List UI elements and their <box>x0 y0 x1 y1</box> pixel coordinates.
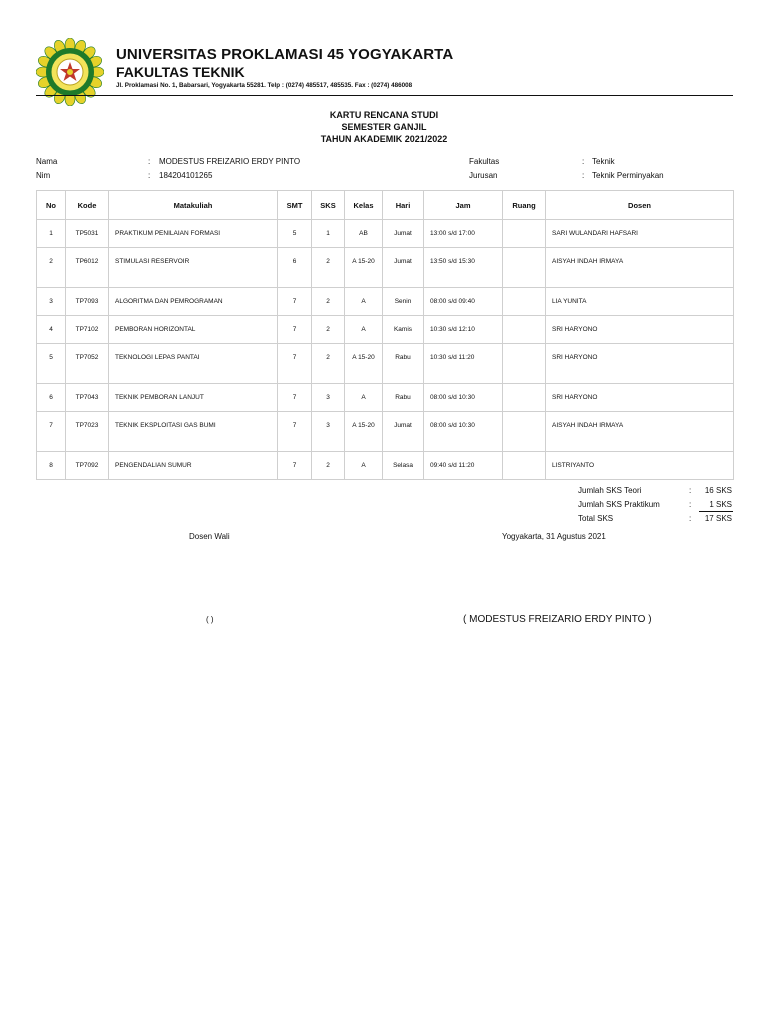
cell-hari: Selasa <box>383 452 424 480</box>
advisor-title: Dosen Wali <box>189 532 230 541</box>
table-row <box>37 248 734 288</box>
cell-hari: Kamis <box>383 316 424 344</box>
cell-jam: 10:30 s/d 12:10 <box>424 316 503 344</box>
header-divider <box>36 95 733 96</box>
cell-ruang <box>503 384 546 412</box>
cell-hari: Rabu <box>383 344 424 384</box>
cell-kelas: A 15-20 <box>345 344 383 384</box>
cell-smt: 7 <box>278 288 312 316</box>
column-header-jam: Jam <box>424 191 503 220</box>
nim-separator: : <box>148 171 151 180</box>
nim-label: Nim <box>36 171 51 180</box>
university-name: UNIVERSITAS PROKLAMASI 45 YOGYAKARTA <box>116 46 454 63</box>
faculty-separator: : <box>582 157 585 166</box>
cell-jam: 08:00 s/d 09:40 <box>424 288 503 316</box>
column-header-ruang: Ruang <box>503 191 546 220</box>
cell-jam: 13:00 s/d 17:00 <box>424 220 503 248</box>
cell-matakuliah: TEKNOLOGI LEPAS PANTAI <box>109 344 278 384</box>
cell-dosen: SRI HARYONO <box>546 344 734 384</box>
sks-praktikum-value: 1 SKS <box>709 500 732 509</box>
column-header-smt: SMT <box>278 191 312 220</box>
sks-teori-label: Jumlah SKS Teori <box>578 486 642 495</box>
cell-jam: 13:50 s/d 15:30 <box>424 248 503 288</box>
cell-hari: Senin <box>383 288 424 316</box>
cell-ruang <box>503 288 546 316</box>
major-value: Teknik Perminyakan <box>592 171 664 180</box>
cell-smt: 7 <box>278 412 312 452</box>
cell-kelas: A <box>345 384 383 412</box>
cell-no: 5 <box>37 344 66 384</box>
faculty-name: FAKULTAS TEKNIK <box>116 64 245 80</box>
cell-kode: TP6012 <box>66 248 109 288</box>
cell-dosen: LISTRIYANTO <box>546 452 734 480</box>
cell-dosen: AISYAH INDAH IRMAYA <box>546 412 734 452</box>
cell-kelas: A <box>345 452 383 480</box>
cell-kelas: A 15-20 <box>345 412 383 452</box>
cell-hari: Rabu <box>383 384 424 412</box>
cell-sks: 3 <box>312 412 345 452</box>
academic-year-title: TAHUN AKADEMIK 2021/2022 <box>320 134 448 144</box>
cell-dosen: SARI WULANDARI HAFSARI <box>546 220 734 248</box>
document-title: KARTU RENCANA STUDI <box>329 110 439 120</box>
semester-title: SEMESTER GANJIL <box>341 122 427 132</box>
cell-no: 8 <box>37 452 66 480</box>
cell-matakuliah: TEKNIK EKSPLOITASI GAS BUMI <box>109 412 278 452</box>
cell-hari: Jumat <box>383 412 424 452</box>
sum-divider <box>699 511 733 512</box>
cell-smt: 6 <box>278 248 312 288</box>
cell-kode: TP7092 <box>66 452 109 480</box>
cell-kode: TP7043 <box>66 384 109 412</box>
sks-teori-separator: : <box>689 486 692 495</box>
university-address: Jl. Proklamasi No. 1, Babarsari, Yogyakarta 55281. Telp : (0274) 485517, 485535. Fax : (0274) 486008 <box>116 82 413 89</box>
name-separator: : <box>148 157 151 166</box>
table-row <box>37 316 734 344</box>
student-signature-name: ( MODESTUS FREIZARIO ERDY PINTO ) <box>463 614 652 625</box>
sks-praktikum-separator: : <box>689 500 692 509</box>
cell-kelas: A <box>345 316 383 344</box>
cell-kelas: AB <box>345 220 383 248</box>
column-header-matakuliah: Matakuliah <box>109 191 278 220</box>
cell-kode: TP7023 <box>66 412 109 452</box>
cell-ruang <box>503 220 546 248</box>
sks-total-value: 17 SKS <box>704 514 732 523</box>
cell-sks: 1 <box>312 220 345 248</box>
cell-no: 2 <box>37 248 66 288</box>
advisor-name: ( ) <box>206 615 214 624</box>
cell-ruang <box>503 316 546 344</box>
cell-smt: 5 <box>278 220 312 248</box>
cell-hari: Jumat <box>383 220 424 248</box>
cell-no: 1 <box>37 220 66 248</box>
cell-dosen: SRI HARYONO <box>546 316 734 344</box>
cell-smt: 7 <box>278 452 312 480</box>
cell-matakuliah: TEKNIK PEMBORAN LANJUT <box>109 384 278 412</box>
cell-dosen: AISYAH INDAH IRMAYA <box>546 248 734 288</box>
cell-jam: 10:30 s/d 11:20 <box>424 344 503 384</box>
faculty-label: Fakultas <box>469 157 500 166</box>
cell-sks: 2 <box>312 344 345 384</box>
cell-matakuliah: PRAKTIKUM PENILAIAN FORMASI <box>109 220 278 248</box>
cell-jam: 09:40 s/d 11:20 <box>424 452 503 480</box>
cell-sks: 2 <box>312 248 345 288</box>
column-header-sks: SKS <box>312 191 345 220</box>
cell-no: 4 <box>37 316 66 344</box>
table-header-row <box>37 191 734 220</box>
cell-sks: 2 <box>312 288 345 316</box>
sks-total-label: Total SKS <box>578 514 614 523</box>
cell-smt: 7 <box>278 316 312 344</box>
name-label: Nama <box>36 157 58 166</box>
cell-kode: TP7093 <box>66 288 109 316</box>
table-row <box>37 384 734 412</box>
cell-kelas: A <box>345 288 383 316</box>
cell-dosen: SRI HARYONO <box>546 384 734 412</box>
cell-matakuliah: ALGORITMA DAN PEMROGRAMAN <box>109 288 278 316</box>
table-row <box>37 412 734 452</box>
course-table <box>36 190 734 480</box>
table-row <box>37 344 734 384</box>
faculty-value: Teknik <box>592 157 615 166</box>
column-header-dosen: Dosen <box>546 191 734 220</box>
cell-matakuliah: PEMBORAN HORIZONTAL <box>109 316 278 344</box>
cell-no: 7 <box>37 412 66 452</box>
cell-kelas: A 15-20 <box>345 248 383 288</box>
cell-dosen: LIA YUNITA <box>546 288 734 316</box>
cell-matakuliah: STIMULASI RESERVOIR <box>109 248 278 288</box>
cell-smt: 7 <box>278 384 312 412</box>
column-header-hari: Hari <box>383 191 424 220</box>
name-value: MODESTUS FREIZARIO ERDY PINTO <box>159 157 301 166</box>
cell-smt: 7 <box>278 344 312 384</box>
cell-ruang <box>503 412 546 452</box>
cell-sks: 2 <box>312 316 345 344</box>
cell-ruang <box>503 452 546 480</box>
column-header-kelas: Kelas <box>345 191 383 220</box>
table-row <box>37 452 734 480</box>
place-date: Yogyakarta, 31 Agustus 2021 <box>502 532 606 541</box>
cell-no: 3 <box>37 288 66 316</box>
column-header-no: No <box>37 191 66 220</box>
major-label: Jurusan <box>469 171 498 180</box>
table-row <box>37 220 734 248</box>
cell-kode: TP5031 <box>66 220 109 248</box>
sks-total-separator: : <box>689 514 692 523</box>
cell-matakuliah: PENGENDALIAN SUMUR <box>109 452 278 480</box>
table-row <box>37 288 734 316</box>
column-header-kode: Kode <box>66 191 109 220</box>
cell-hari: Jumat <box>383 248 424 288</box>
cell-sks: 3 <box>312 384 345 412</box>
document-header <box>36 38 733 96</box>
nim-value: 184204101265 <box>159 171 213 180</box>
sks-teori-value: 16 SKS <box>704 486 732 495</box>
major-separator: : <box>582 171 585 180</box>
sks-praktikum-label: Jumlah SKS Praktikum <box>578 500 660 509</box>
cell-kode: TP7102 <box>66 316 109 344</box>
cell-sks: 2 <box>312 452 345 480</box>
cell-ruang <box>503 344 546 384</box>
cell-kode: TP7052 <box>66 344 109 384</box>
cell-jam: 08:00 s/d 10:30 <box>424 412 503 452</box>
cell-ruang <box>503 248 546 288</box>
cell-no: 6 <box>37 384 66 412</box>
cell-jam: 08:00 s/d 10:30 <box>424 384 503 412</box>
